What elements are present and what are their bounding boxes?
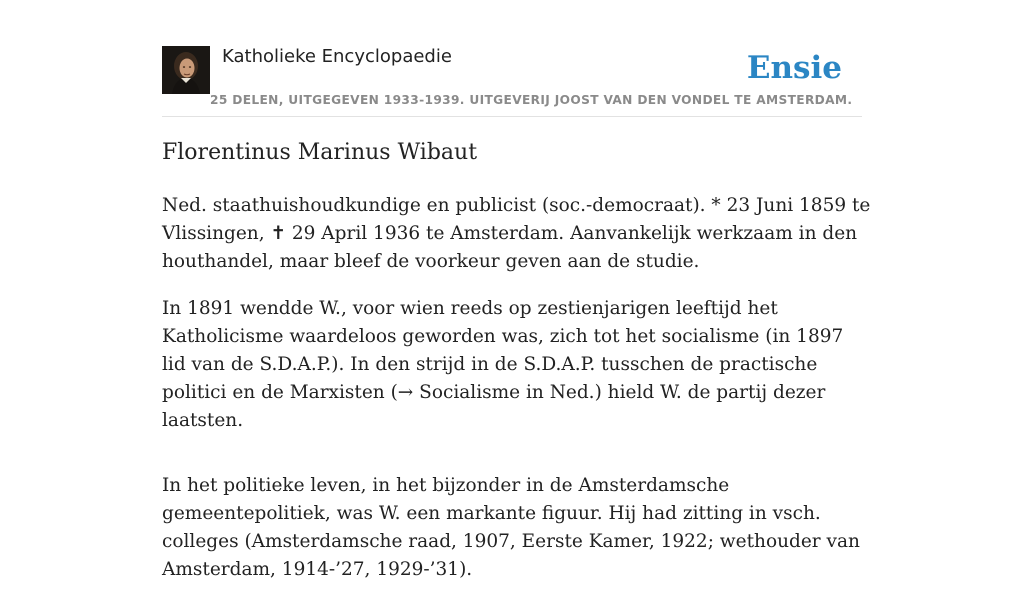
site-header (162, 0, 862, 117)
site-subtitle: 25 DELEN, UITGEGEVEN 1933-1939. UITGEVERIJ JOOST VAN DEN VONDEL TE AMSTERDAM. (210, 93, 853, 107)
article-title: Florentinus Marinus Wibaut (162, 140, 478, 165)
portrait-avatar-icon[interactable] (162, 46, 210, 94)
article-body (162, 192, 872, 603)
article-paragraph: Ned. staathuishoudkundige en publicist (soc.-democraat). * 23 Juni 1859 te Vlissingen, ✝ 29 April 1936 te Amsterdam. Aanvankelijk werkzaam in den houthandel, maar bleef de voorkeur geven aan de studie. (162, 195, 871, 272)
site-title[interactable]: Katholieke Encyclopaedie (222, 46, 452, 67)
article-paragraph: In het politieke leven, in het bijzonder in de Amsterdamsche gemeentepolitiek, was W. een markante figuur. Hij had zitting in vsch. colleges (Amsterdamsche raad, 1907, Eerste Kamer, 1922; wethouder van Amsterdam, 1914-’27, 1929-’31). (162, 475, 860, 580)
ensie-logo-link[interactable]: Ensie (746, 50, 842, 86)
article-paragraph: In 1891 wendde W., voor wien reeds op zestienjarigen leeftijd het Katholicisme waardeloos geworden was, zich tot het socialisme (in 1897 lid van de S.D.A.P.). In den strijd in de S.D.A.P. tusschen de practische politici en de Marxisten (→ Socialisme in Ned.) hield W. de partij dezer laatsten. (162, 298, 844, 431)
page-container (162, 0, 871, 580)
